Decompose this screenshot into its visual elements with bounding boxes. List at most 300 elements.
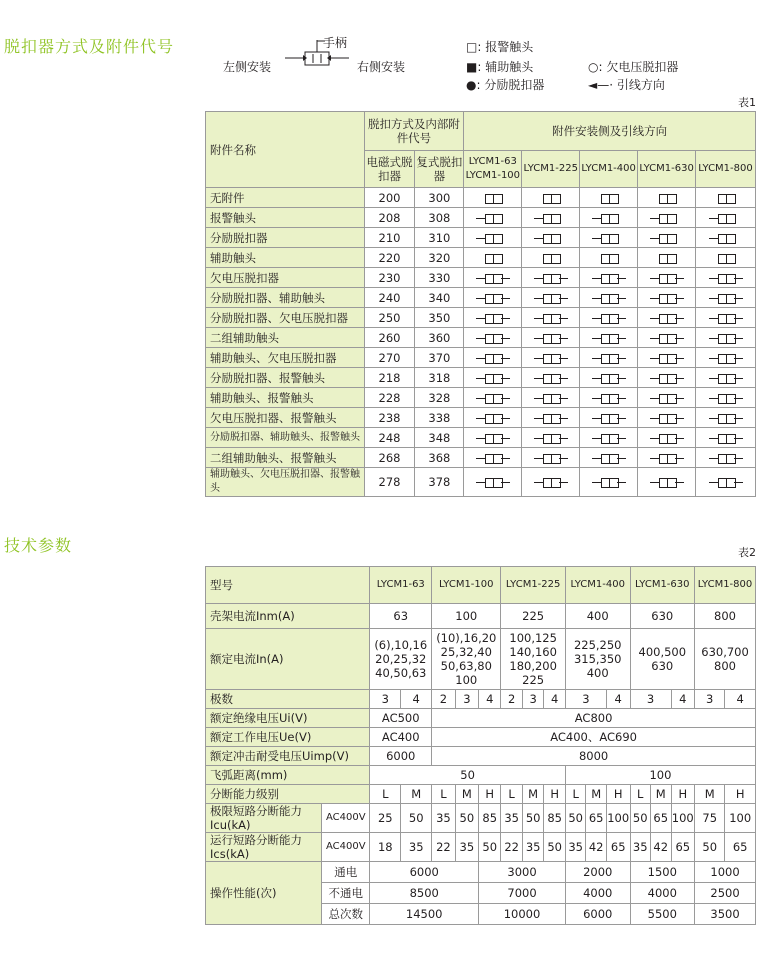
op-off-value: 8500 <box>370 883 479 904</box>
op-on-label: 通电 <box>322 862 370 883</box>
icu-value: 50 <box>401 804 432 833</box>
mount-symbol-icon <box>534 334 568 343</box>
mount-symbol-icon <box>592 454 626 463</box>
op-total-value: 10000 <box>479 904 566 925</box>
lead-arrow-icon: ◄—· <box>588 78 614 92</box>
code-comp: 338 <box>415 408 464 428</box>
icu-value: 65 <box>586 804 607 833</box>
mount-symbol-icon <box>650 274 684 283</box>
mount-symbol-icon <box>650 334 684 343</box>
mount-symbol-cell <box>522 228 580 248</box>
uimp-value: 8000 <box>432 747 756 766</box>
in-value: (10),16,20 25,32,40 50,63,80 100 <box>432 629 501 690</box>
mount-symbol-cell <box>522 428 580 448</box>
mount-symbol-icon <box>650 214 684 223</box>
mount-symbol-icon <box>534 234 568 243</box>
mount-symbol-icon <box>476 194 510 203</box>
mount-symbol-icon <box>592 394 626 403</box>
code-em: 200 <box>364 188 415 208</box>
break-value: H <box>725 785 756 804</box>
icu-value: 85 <box>479 804 501 833</box>
ics-value: 35 <box>455 833 478 862</box>
break-value: M <box>522 785 544 804</box>
th-code: 脱扣方式及内部附件代号 <box>364 112 464 151</box>
legend-shunt: ●: 分励脱扣器 <box>466 78 545 92</box>
mount-symbol-icon <box>534 254 568 263</box>
code-comp: 368 <box>415 448 464 468</box>
op-total-value: 3500 <box>695 904 756 925</box>
break-value: M <box>586 785 607 804</box>
op-total-value: 5500 <box>630 904 695 925</box>
mount-symbol-cell <box>638 328 696 348</box>
accessory-name: 辅助触头、报警触头 <box>206 388 365 408</box>
mount-symbol-cell <box>580 348 638 368</box>
code-em: 278 <box>364 468 415 497</box>
accessory-name: 分励脱扣器、欠电压脱扣器 <box>206 308 365 328</box>
table-row <box>206 428 756 448</box>
mount-symbol-icon <box>650 454 684 463</box>
mount-symbol-icon <box>476 254 510 263</box>
code-comp: 340 <box>415 288 464 308</box>
mounting-diagram <box>215 32 455 82</box>
break-label: 分断能力级别 <box>206 785 370 804</box>
break-value: H <box>479 785 501 804</box>
model-63: LYCM1-63 <box>370 567 432 604</box>
mount-symbol-icon <box>476 354 510 363</box>
mount-symbol-cell <box>464 448 522 468</box>
mount-symbol-cell <box>696 188 756 208</box>
break-value: H <box>606 785 630 804</box>
mount-symbol-cell <box>696 368 756 388</box>
break-value: M <box>401 785 432 804</box>
poles-value: 4 <box>671 690 695 709</box>
mount-symbol-icon <box>709 314 743 323</box>
mount-symbol-icon <box>709 234 743 243</box>
table-row <box>206 448 756 468</box>
mount-symbol-cell <box>580 328 638 348</box>
mount-symbol-icon <box>650 294 684 303</box>
ui-label: 额定绝缘电压Ui(V) <box>206 709 370 728</box>
ics-value: 50 <box>544 833 566 862</box>
ics-ac: AC400V <box>322 833 370 862</box>
poles-value: 2 <box>501 690 523 709</box>
code-em: 208 <box>364 208 415 228</box>
ics-value: 18 <box>370 833 401 862</box>
accessory-name: 分励脱扣器、辅助触头 <box>206 288 365 308</box>
code-em: 220 <box>364 248 415 268</box>
mount-symbol-icon <box>592 314 626 323</box>
th-model-1: LYCM1-63 LYCM1-100 <box>464 151 522 188</box>
mount-symbol-cell <box>522 208 580 228</box>
mount-symbol-icon <box>650 354 684 363</box>
mount-symbol-icon <box>534 294 568 303</box>
mount-symbol-icon <box>592 354 626 363</box>
table-row <box>206 208 756 228</box>
table-row <box>206 348 756 368</box>
poles-value: 3 <box>695 690 725 709</box>
mount-symbol-icon <box>592 478 626 487</box>
mount-symbol-cell <box>580 248 638 268</box>
mount-symbol-cell <box>522 288 580 308</box>
mount-symbol-icon <box>476 294 510 303</box>
mount-symbol-icon <box>476 414 510 423</box>
code-comp: 370 <box>415 348 464 368</box>
mount-symbol-cell <box>522 368 580 388</box>
op-total-value: 6000 <box>565 904 630 925</box>
mount-symbol-icon <box>534 354 568 363</box>
th-model-3: LYCM1-400 <box>580 151 638 188</box>
code-em: 248 <box>364 428 415 448</box>
th-model-5: LYCM1-800 <box>696 151 756 188</box>
break-value: L <box>565 785 586 804</box>
uimp-value: 6000 <box>370 747 432 766</box>
mount-symbol-cell <box>696 268 756 288</box>
mount-symbol-icon <box>650 194 684 203</box>
mount-symbol-cell <box>580 368 638 388</box>
mount-symbol-cell <box>580 428 638 448</box>
table2-note: 表2 <box>738 546 756 559</box>
poles-value: 4 <box>606 690 630 709</box>
mount-symbol-icon <box>650 234 684 243</box>
mount-symbol-cell <box>580 448 638 468</box>
arc-value: 50 <box>370 766 566 785</box>
inm-value: 225 <box>501 604 566 629</box>
mount-symbol-cell <box>464 288 522 308</box>
mount-symbol-cell <box>638 448 696 468</box>
mount-symbol-cell <box>580 308 638 328</box>
icu-value: 85 <box>544 804 566 833</box>
code-comp: 310 <box>415 228 464 248</box>
mount-symbol-icon <box>650 478 684 487</box>
op-label: 操作性能(次) <box>206 862 322 925</box>
uimp-label: 额定冲击耐受电压Uimp(V) <box>206 747 370 766</box>
code-comp: 308 <box>415 208 464 228</box>
mount-symbol-cell <box>522 468 580 497</box>
op-total-label: 总次数 <box>322 904 370 925</box>
poles-value: 4 <box>544 690 566 709</box>
accessory-name: 分励脱扣器、报警触头 <box>206 368 365 388</box>
table-row <box>206 468 756 497</box>
mount-symbol-icon <box>709 354 743 363</box>
table-row <box>206 328 756 348</box>
mount-symbol-icon <box>709 194 743 203</box>
code-comp: 378 <box>415 468 464 497</box>
model-label: 型号 <box>206 567 370 604</box>
accessory-name: 二组辅助触头、报警触头 <box>206 448 365 468</box>
model-100: LYCM1-100 <box>432 567 501 604</box>
ics-value: 35 <box>630 833 651 862</box>
mount-symbol-cell <box>638 288 696 308</box>
code-em: 228 <box>364 388 415 408</box>
code-comp: 360 <box>415 328 464 348</box>
mount-symbol-cell <box>522 348 580 368</box>
mount-symbol-cell <box>464 268 522 288</box>
ics-value: 22 <box>501 833 523 862</box>
in-value: 100,125 140,160 180,200 225 <box>501 629 566 690</box>
accessory-name: 分励脱扣器 <box>206 228 365 248</box>
mount-symbol-cell <box>464 188 522 208</box>
mount-symbol-icon <box>476 214 510 223</box>
mount-symbol-icon <box>534 454 568 463</box>
symbol-legend <box>466 38 746 98</box>
th-model-2: LYCM1-225 <box>522 151 580 188</box>
mount-symbol-cell <box>580 228 638 248</box>
poles-value: 3 <box>565 690 606 709</box>
code-comp: 328 <box>415 388 464 408</box>
mount-symbol-icon <box>592 214 626 223</box>
inm-value: 63 <box>370 604 432 629</box>
op-on-value: 2000 <box>565 862 630 883</box>
ue-label: 额定工作电压Ue(V) <box>206 728 370 747</box>
poles-value: 3 <box>370 690 401 709</box>
break-value: L <box>630 785 651 804</box>
mount-symbol-cell <box>696 468 756 497</box>
ics-value: 22 <box>432 833 455 862</box>
in-value: 630,700 800 <box>695 629 756 690</box>
section2-title: 技术参数 <box>4 536 73 555</box>
mount-symbol-cell <box>696 408 756 428</box>
mount-symbol-cell <box>580 388 638 408</box>
mount-symbol-cell <box>696 448 756 468</box>
mount-symbol-cell <box>522 188 580 208</box>
mount-symbol-icon <box>650 394 684 403</box>
ics-value: 42 <box>586 833 607 862</box>
mount-symbol-icon <box>709 334 743 343</box>
mount-symbol-cell <box>464 328 522 348</box>
ics-value: 65 <box>671 833 695 862</box>
code-comp: 320 <box>415 248 464 268</box>
mount-symbol-icon <box>534 374 568 383</box>
code-em: 238 <box>364 408 415 428</box>
icu-value: 50 <box>565 804 586 833</box>
poles-value: 3 <box>522 690 544 709</box>
icu-value: 65 <box>651 804 672 833</box>
op-off-label: 不通电 <box>322 883 370 904</box>
icu-ac: AC400V <box>322 804 370 833</box>
icu-value: 25 <box>370 804 401 833</box>
mount-symbol-cell <box>638 468 696 497</box>
mount-symbol-cell <box>696 228 756 248</box>
in-value: 400,500 630 <box>630 629 695 690</box>
code-em: 218 <box>364 368 415 388</box>
mount-symbol-icon <box>709 294 743 303</box>
handle-label: 手柄 <box>323 36 348 50</box>
in-value: 225,250 315,350 400 <box>565 629 630 690</box>
mount-symbol-cell <box>464 308 522 328</box>
icu-value: 100 <box>671 804 695 833</box>
mount-symbol-cell <box>696 348 756 368</box>
legend-under: ○: 欠电压脱扣器 <box>588 60 679 74</box>
mount-symbol-cell <box>638 368 696 388</box>
mount-symbol-icon <box>650 314 684 323</box>
mount-symbol-cell <box>464 428 522 448</box>
arc-value: 100 <box>565 766 755 785</box>
break-value: L <box>432 785 455 804</box>
mount-symbol-cell <box>580 408 638 428</box>
code-em: 270 <box>364 348 415 368</box>
ue-value: AC400、AC690 <box>432 728 756 747</box>
breaker-symbol <box>283 40 353 72</box>
mount-symbol-icon <box>534 478 568 487</box>
mount-symbol-icon <box>650 414 684 423</box>
ics-value: 35 <box>565 833 586 862</box>
mount-symbol-cell <box>522 308 580 328</box>
accessory-name: 报警触头 <box>206 208 365 228</box>
mount-symbol-icon <box>534 414 568 423</box>
mount-symbol-cell <box>638 208 696 228</box>
poles-value: 4 <box>725 690 756 709</box>
mount-symbol-icon <box>476 334 510 343</box>
mount-symbol-cell <box>580 188 638 208</box>
table-row <box>206 228 756 248</box>
inm-value: 400 <box>565 604 630 629</box>
accessory-name: 分励脱扣器、辅助触头、报警触头 <box>206 428 365 448</box>
th-comp: 复式脱扣器 <box>415 151 464 188</box>
break-value: M <box>695 785 725 804</box>
mount-symbol-cell <box>464 208 522 228</box>
mount-symbol-cell <box>696 208 756 228</box>
poles-value: 3 <box>630 690 671 709</box>
mount-symbol-icon <box>476 434 510 443</box>
break-value: M <box>455 785 478 804</box>
mount-symbol-icon <box>476 478 510 487</box>
mount-symbol-cell <box>696 388 756 408</box>
ics-value: 35 <box>401 833 432 862</box>
mount-symbol-icon <box>709 414 743 423</box>
th-model-4: LYCM1-630 <box>638 151 696 188</box>
table-row <box>206 288 756 308</box>
mount-symbol-cell <box>638 228 696 248</box>
mount-symbol-icon <box>709 434 743 443</box>
mount-symbol-cell <box>638 428 696 448</box>
code-em: 240 <box>364 288 415 308</box>
left-mount-label: 左侧安装 <box>223 60 272 74</box>
break-value: M <box>651 785 672 804</box>
mount-symbol-cell <box>522 268 580 288</box>
icu-value: 100 <box>725 804 756 833</box>
code-em: 230 <box>364 268 415 288</box>
poles-value: 2 <box>432 690 455 709</box>
mount-symbol-icon <box>592 254 626 263</box>
code-comp: 318 <box>415 368 464 388</box>
table-row <box>206 188 756 208</box>
in-value: (6),10,16 20,25,32 40,50,63 <box>370 629 432 690</box>
accessory-name: 辅助触头、欠电压脱扣器、报警触头 <box>206 468 365 497</box>
code-comp: 350 <box>415 308 464 328</box>
model-800: LYCM1-800 <box>695 567 756 604</box>
icu-label: 极限短路分断能力Icu(kA) <box>206 804 322 833</box>
mount-symbol-cell <box>464 468 522 497</box>
model-400: LYCM1-400 <box>565 567 630 604</box>
mount-symbol-icon <box>709 254 743 263</box>
ui-value: AC800 <box>432 709 756 728</box>
tech-params-table <box>205 566 756 925</box>
mount-symbol-cell <box>638 348 696 368</box>
mount-symbol-cell <box>580 208 638 228</box>
code-em: 210 <box>364 228 415 248</box>
icu-value: 75 <box>695 804 725 833</box>
ics-value: 50 <box>695 833 725 862</box>
code-em: 268 <box>364 448 415 468</box>
code-comp: 300 <box>415 188 464 208</box>
code-comp: 330 <box>415 268 464 288</box>
inm-value: 800 <box>695 604 756 629</box>
section1-title: 脱扣器方式及附件代号 <box>4 37 175 56</box>
ics-value: 42 <box>651 833 672 862</box>
mount-symbol-cell <box>638 248 696 268</box>
table1-note: 表1 <box>738 96 756 109</box>
op-off-value: 4000 <box>630 883 695 904</box>
mount-symbol-icon <box>592 434 626 443</box>
th-em: 电磁式脱扣器 <box>364 151 415 188</box>
mount-symbol-cell <box>580 468 638 497</box>
mount-symbol-icon <box>476 314 510 323</box>
th-direction: 附件安装侧及引线方向 <box>464 112 756 151</box>
icu-value: 35 <box>501 804 523 833</box>
mount-symbol-icon <box>592 374 626 383</box>
mount-symbol-cell <box>522 248 580 268</box>
accessory-name: 辅助触头 <box>206 248 365 268</box>
mount-symbol-cell <box>522 388 580 408</box>
table-row <box>206 388 756 408</box>
th-accessory-name: 附件名称 <box>206 112 365 188</box>
poles-value: 4 <box>479 690 501 709</box>
ue-value: AC400 <box>370 728 432 747</box>
ics-value: 65 <box>606 833 630 862</box>
mount-symbol-icon <box>476 454 510 463</box>
mount-symbol-cell <box>522 328 580 348</box>
mount-symbol-cell <box>580 288 638 308</box>
accessory-name: 欠电压脱扣器、报警触头 <box>206 408 365 428</box>
mount-symbol-icon <box>534 434 568 443</box>
mount-symbol-cell <box>638 188 696 208</box>
mount-symbol-cell <box>696 328 756 348</box>
op-total-value: 14500 <box>370 904 479 925</box>
mount-symbol-cell <box>638 408 696 428</box>
accessory-name: 辅助触头、欠电压脱扣器 <box>206 348 365 368</box>
mount-symbol-cell <box>464 388 522 408</box>
mount-symbol-icon <box>709 214 743 223</box>
mount-symbol-icon <box>534 194 568 203</box>
mount-symbol-cell <box>638 268 696 288</box>
inm-value: 100 <box>432 604 501 629</box>
icu-value: 100 <box>606 804 630 833</box>
poles-value: 4 <box>401 690 432 709</box>
model-225: LYCM1-225 <box>501 567 566 604</box>
right-mount-label: 右侧安装 <box>357 60 406 74</box>
icu-value: 35 <box>432 804 455 833</box>
break-value: H <box>544 785 566 804</box>
mount-symbol-icon <box>650 434 684 443</box>
poles-value: 3 <box>455 690 478 709</box>
icu-value: 50 <box>522 804 544 833</box>
mount-symbol-icon <box>476 374 510 383</box>
arc-label: 飞弧距离(mm) <box>206 766 370 785</box>
inm-value: 630 <box>630 604 695 629</box>
op-on-value: 1000 <box>695 862 756 883</box>
mount-symbol-icon <box>592 294 626 303</box>
icu-value: 50 <box>455 804 478 833</box>
mount-symbol-cell <box>464 228 522 248</box>
table-row <box>206 268 756 288</box>
mount-symbol-cell <box>464 368 522 388</box>
mount-symbol-cell <box>696 248 756 268</box>
mount-symbol-cell <box>522 408 580 428</box>
mount-symbol-icon <box>534 214 568 223</box>
ui-value: AC500 <box>370 709 432 728</box>
table-row <box>206 248 756 268</box>
mount-symbol-icon <box>592 414 626 423</box>
